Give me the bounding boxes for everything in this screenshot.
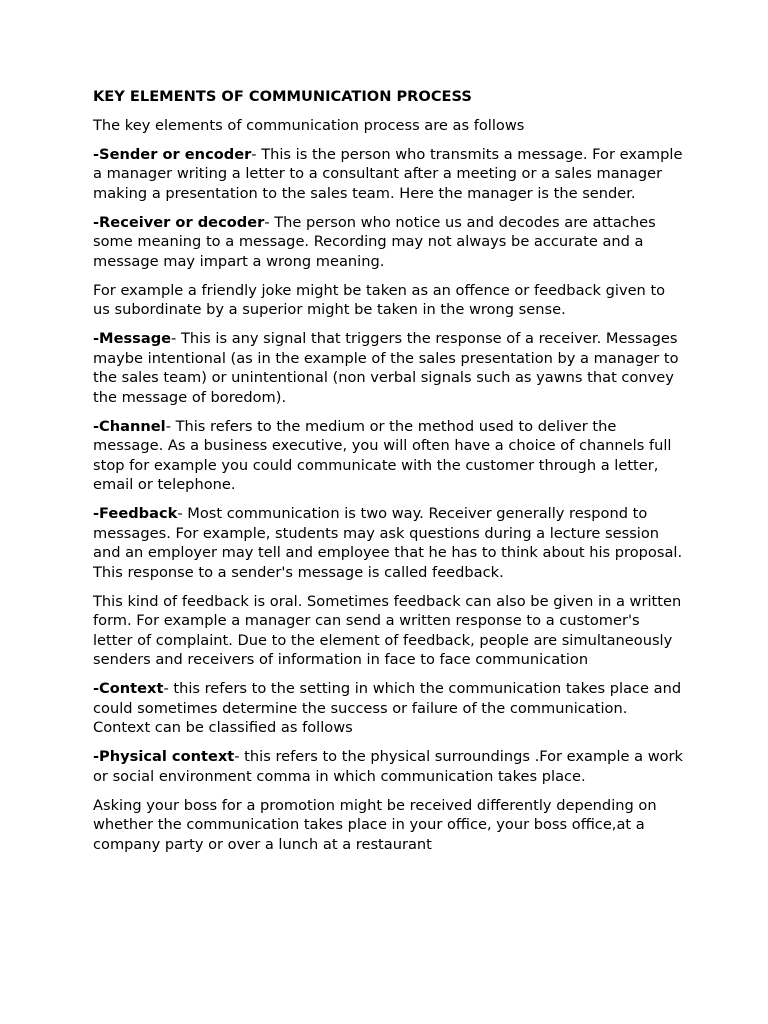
section-context [93, 679, 683, 738]
section-text: - Most communication is two way. Receiver generally respond to messages. For example, students may ask questions during a lecture session and an employer may tell and employee that he has to think about his proposal. This response to a sender's message is called feedback. [93, 505, 683, 581]
section-feedback [93, 504, 683, 582]
section-text: This kind of feedback is oral. Sometimes feedback can also be given in a written form. For example a manager can send a written response to a customer's letter of complaint. Due to the element of feedback, people are simultaneously senders and receivers of information in face to face communication [93, 592, 682, 668]
document-title: KEY ELEMENTS OF COMMUNICATION PROCESS [93, 88, 472, 105]
promotion-example-paragraph [93, 796, 683, 855]
receiver-example-paragraph [93, 281, 683, 320]
section-term: -Physical context [93, 748, 235, 765]
section-text: - This is any signal that triggers the response of a receiver. Messages maybe intentional (as in the example of the sales presentation by a manager to the sales team) or unintentional (non verbal signals such as yawns that convey the message of boredom). [93, 330, 679, 406]
section-message [93, 329, 683, 407]
section-receiver [93, 213, 683, 272]
section-term: -Channel [93, 417, 166, 435]
intro-paragraph: The key elements of communication process are as follows [93, 116, 525, 134]
section-term: -Message [93, 330, 172, 347]
section-text: - This is the person who transmits a message. For example a manager writing a letter to a consultant after a meeting or a sales manager making a presentation to the sales team. Here the manager is the sender. [93, 145, 683, 202]
section-term: -Feedback [93, 505, 178, 522]
section-term: -Receiver or decoder [93, 213, 265, 231]
feedback-oral-paragraph [93, 592, 683, 670]
section-text: - this refers to the setting in which the communication takes place and could sometimes determine the success or failure of the communication. Context can be classified as follows [93, 680, 682, 736]
section-text: - This refers to the medium or the method used to deliver the message. As a business executive, you will often have a choice of channels full stop for example you could communicate with the customer through a letter, email or telephone. [93, 417, 672, 493]
section-term: -Sender or encoder [93, 145, 252, 163]
section-text: - The person who notice us and decodes are attaches some meaning to a message. Recording may not always be accurate and a message may impart a wrong meaning. [93, 213, 656, 270]
document-page [93, 87, 683, 864]
section-text: Asking your boss for a promotion might be received differently depending on whether the communication takes place in your office, your boss office,at a company party or over a lunch at a restaurant [93, 796, 657, 853]
section-channel [93, 417, 683, 495]
section-text: - this refers to the physical surroundings .For example a work or social environment comma in which communication takes place. [93, 748, 684, 785]
section-text: For example a friendly joke might be taken as an offence or feedback given to us subordinate by a superior might be taken in the wrong sense. [93, 281, 666, 318]
section-sender [93, 145, 683, 204]
section-physical-context [93, 747, 683, 786]
section-term: -Context [93, 680, 164, 697]
